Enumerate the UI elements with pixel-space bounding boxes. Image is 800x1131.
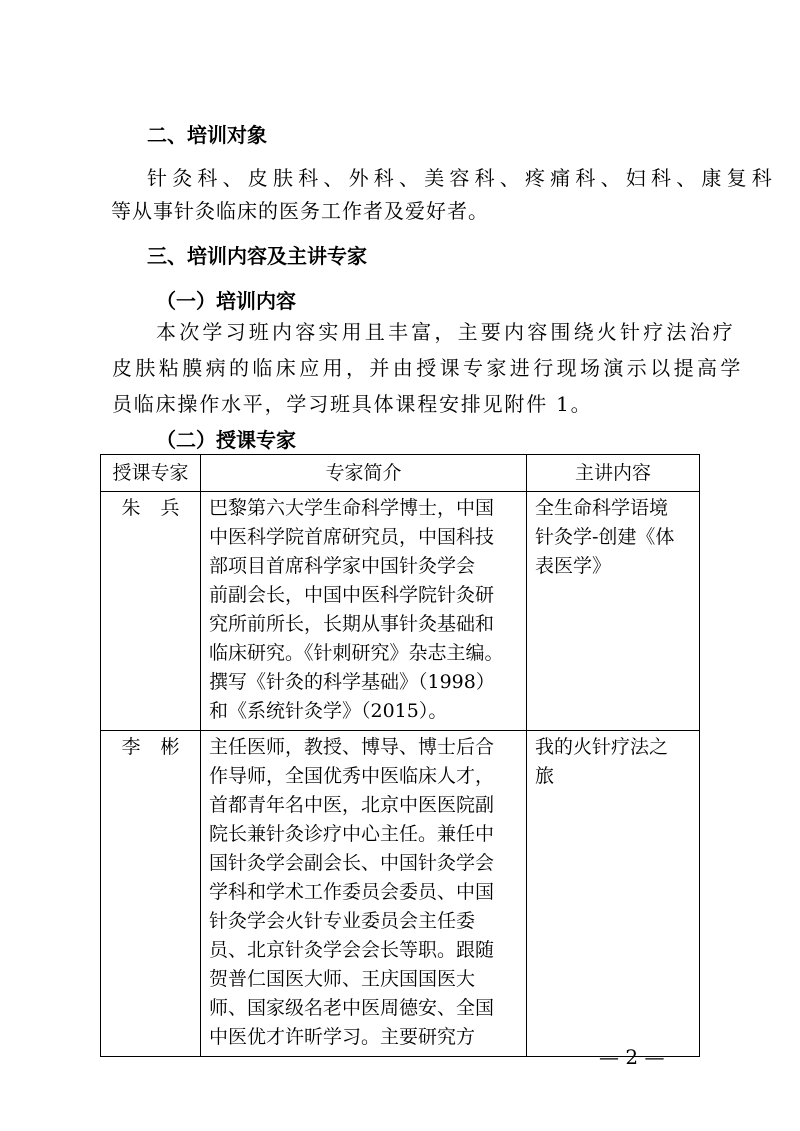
- section-3-paragraph-line-1: 本次学习班内容实用且丰富，主要内容围绕火针疗法治疗: [156, 320, 736, 344]
- subsection-1-title: （一）培训内容: [156, 289, 296, 313]
- section-3-title: 三、培训内容及主讲专家: [147, 244, 367, 268]
- header-intro: 专家简介: [201, 455, 527, 492]
- table-header-row: [101, 455, 700, 492]
- expert-intro: 主任医师，教授、博导、博士后合 作导师，全国优秀中医临床人才， 首都青年名中医，北京中医医院副 院长兼针灸诊疗中心主任。兼任中 国针灸学会副会长、中国针灸学会 学科和学术工作委员会委员、中国 针灸学会火针专业委员会主任委 员、北京针灸学会会长等职。跟随 贺普仁国医大师、王庆国国医大 师、国家级名老中医周德安、全国 中医优才许昕学习。主要研究方: [209, 736, 495, 1048]
- section-2-paragraph-line-2: 等从事针灸临床的医务工作者及爱好者。: [111, 199, 489, 223]
- expert-topic: 全生命科学语境 针灸学-创建《体 表医学》: [535, 497, 675, 577]
- expert-intro-cell: [201, 731, 527, 1057]
- section-3-paragraph-line-3: 员临床操作水平，学习班具体课程安排见附件 1。: [112, 392, 593, 416]
- section-2-paragraph-line-1: 针灸科、皮肤科、外科、美容科、疼痛科、妇科、康复科: [147, 166, 777, 190]
- expert-intro-cell: [201, 492, 527, 731]
- table-row: [101, 492, 700, 731]
- section-2-title: 二、培训对象: [147, 123, 267, 147]
- page-number: — 2 —: [599, 1045, 665, 1069]
- expert-topic-cell: [527, 492, 700, 731]
- expert-topic: 我的火针疗法之 旅: [535, 736, 669, 787]
- subsection-2-title: （二）授课专家: [156, 428, 296, 452]
- header-expert: 授课专家: [101, 455, 201, 492]
- section-3-paragraph-line-2: 皮肤粘膜病的临床应用，并由授课专家进行现场演示以提高学: [112, 356, 744, 380]
- experts-table: [100, 454, 700, 1057]
- expert-topic-cell: [527, 731, 700, 1057]
- expert-name: 李彬: [121, 736, 200, 758]
- table-row: [101, 731, 700, 1057]
- header-topic: 主讲内容: [527, 455, 700, 492]
- expert-name-cell: [101, 492, 201, 731]
- expert-name: 朱兵: [121, 497, 200, 519]
- expert-intro: 巴黎第六大学生命科学博士，中国 中医科学院首席研究员，中国科技 部项目首席科学家中国针灸学会 前副会长，中国中医科学院针灸研 究所前所长，长期从事针灸基础和 临床研究。《针刺研究》杂志主编。 撰写《针灸的科学基础》（1998） 和《系统针灸学》（2015）。: [209, 497, 504, 722]
- expert-name-cell: [101, 731, 201, 1057]
